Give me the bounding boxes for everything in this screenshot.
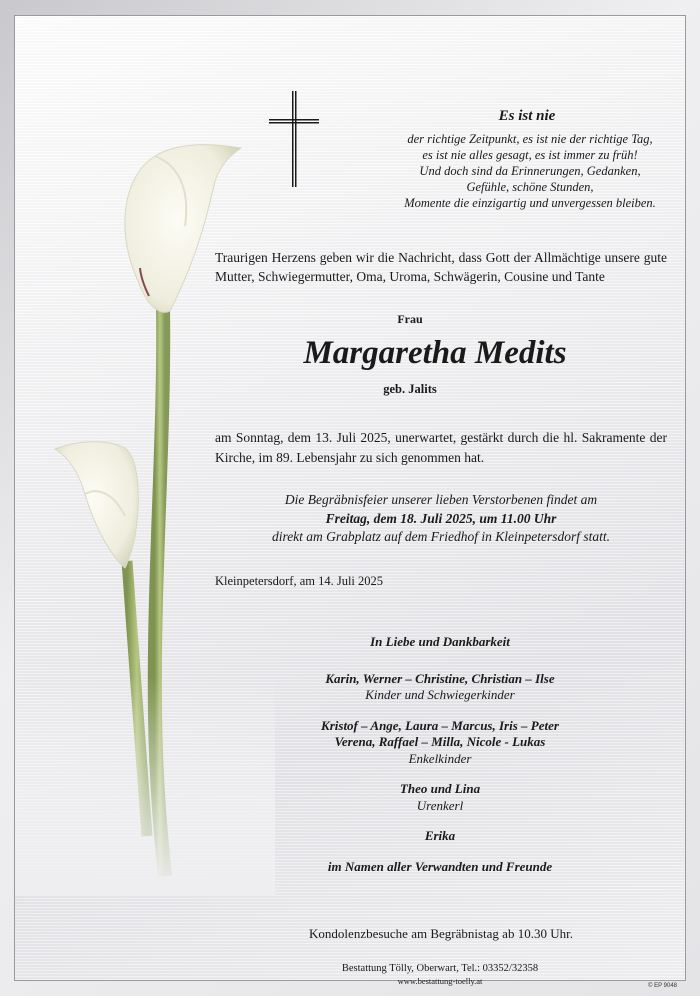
announcement-intro: Traurigen Herzens geben wir die Nachricht, dass Gott der Allmächtige unsere gute Mutter, Schwiegermutter, Oma, Uroma, Schwägerin, Cousine und Tante — [215, 250, 667, 284]
verse-title: Es ist nie — [498, 108, 556, 124]
funeral-line-1: Die Begräbnisfeier unserer lieben Verstorbenen findet am — [284, 492, 598, 507]
salutation: Frau — [397, 312, 423, 326]
grandchildren-group — [255, 718, 625, 768]
great-grandchildren-group — [255, 781, 625, 814]
funeral-info — [215, 491, 667, 547]
place-date: Kleinpetersdorf, am 14. Juli 2025 — [215, 574, 384, 588]
great-grandchildren-names: Theo und Lina — [399, 781, 481, 796]
funeral-date-time: Freitag, dem 18. Juli 2025, um 11.00 Uhr — [325, 510, 557, 526]
undertaker-url[interactable]: www.bestattung-toelly.at — [397, 976, 483, 986]
cross-icon — [267, 89, 321, 189]
grandchildren-names-2: Verena, Raffael – Milla, Nicole - Lukas — [334, 734, 546, 749]
condolence-info: Kondolenzbesuche am Begräbnistag ab 10.30 Uhr. — [309, 926, 573, 941]
verse-line: Momente die einzigartig und unvergessen bleiben. — [404, 196, 656, 210]
verse-line: es ist nie alles gesagt, es ist immer zu früh! — [422, 148, 638, 162]
maiden-name: geb. Jalits — [383, 382, 437, 396]
undertaker-footer — [315, 962, 565, 988]
verse-line: Gefühle, schöne Stunden, — [466, 180, 594, 194]
children-label: Kinder und Schwiegerkinder — [365, 687, 515, 702]
grandchildren-label: Enkelkinder — [408, 750, 472, 766]
children-names: Karin, Werner – Christine, Christian – Ilse — [325, 670, 555, 686]
children-group — [255, 671, 625, 704]
print-code: © EP 9048 — [648, 983, 677, 989]
undertaker-contact: Bestattung Tölly, Oberwart, Tel.: 03352/32358 — [341, 963, 539, 974]
mourners-heading: In Liebe und Dankbarkeit — [370, 634, 510, 649]
mourners-closing: im Namen aller Verwandten und Freunde — [327, 858, 553, 874]
death-notice: am Sonntag, dem 13. Juli 2025, unerwartet, gestärkt durch die hl. Sakramente der Kirche, im 89. Lebensjahr zu sich genommen hat. — [215, 430, 667, 465]
verse-line: Und doch sind da Erinnerungen, Gedanken, — [419, 164, 641, 178]
grandchildren-names-1: Kristof – Ange, Laura – Marcus, Iris – Peter — [321, 717, 559, 733]
verse-line: der richtige Zeitpunkt, es ist nie der richtige Tag, — [407, 132, 653, 146]
funeral-location: direkt am Grabplatz auf dem Friedhof in Kleinpetersdorf statt. — [271, 529, 611, 544]
verse-text — [385, 131, 675, 211]
deceased-name: Margaretha Medits — [303, 335, 567, 371]
mourners-list — [255, 634, 625, 875]
great-grandchildren-label: Urenkerl — [416, 797, 464, 813]
sibling-name: Erika — [424, 828, 456, 843]
